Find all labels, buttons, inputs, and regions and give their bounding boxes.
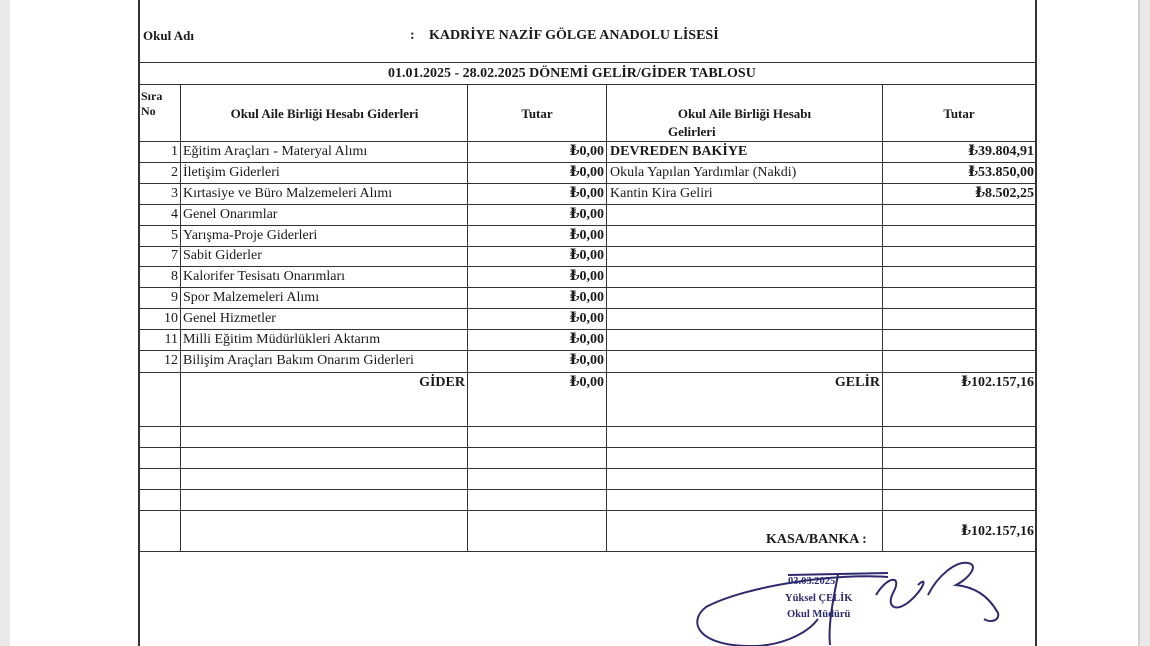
- row-amount: ₺0,00: [569, 248, 604, 263]
- income-expense-document: [138, 0, 1037, 646]
- expense-total-label: GİDER: [419, 375, 465, 390]
- school-label: Okul Adı: [143, 28, 194, 43]
- signature-date: 03.03.2025: [788, 576, 836, 587]
- header-income-line2: Gelirleri: [668, 124, 716, 139]
- rule-header-bottom: [138, 141, 1037, 142]
- row-no: 4: [171, 207, 178, 222]
- row-line: [138, 308, 1037, 309]
- row-expense: Bilişim Araçları Bakım Onarım Giderleri: [183, 353, 414, 368]
- row-expense: Genel Onarımlar: [183, 207, 278, 222]
- row-income: Okula Yapılan Yardımlar (Nakdi): [610, 165, 797, 180]
- row-income: Kantin Kira Geliri: [610, 186, 713, 201]
- row-amount: ₺0,00: [569, 290, 604, 305]
- row-amount: ₺0,00: [569, 207, 604, 222]
- row-expense: Kalorifer Tesisatı Onarımları: [183, 269, 346, 284]
- row-amount: ₺0,00: [569, 311, 604, 326]
- income-total-label: GELİR: [834, 375, 880, 390]
- col-line-3: [606, 85, 607, 552]
- row-line: [138, 468, 1037, 469]
- rule-school-bottom: [138, 62, 1037, 63]
- row-no: 7: [171, 248, 178, 263]
- row-line: [138, 329, 1037, 330]
- row-expense: Milli Eğitim Müdürlükleri Aktarım: [183, 332, 381, 347]
- row-line: [138, 372, 1037, 373]
- frame-right: [1035, 0, 1037, 646]
- row-line: [138, 350, 1037, 351]
- row-no: 11: [164, 332, 178, 347]
- rule-title-bottom: [138, 84, 1037, 85]
- row-no: 8: [171, 269, 178, 284]
- header-amount2: Tutar: [943, 106, 975, 121]
- row-line: [138, 225, 1037, 226]
- row-line: [138, 246, 1037, 247]
- row-expense: İletişim Giderleri: [183, 165, 280, 180]
- row-line: [138, 183, 1037, 184]
- cash-value: ₺102.157,16: [961, 524, 1034, 539]
- school-name: KADRİYE NAZİF GÖLGE ANADOLU LİSESİ: [429, 28, 719, 43]
- row-expense: Kırtasiye ve Büro Malzemeleri Alımı: [183, 186, 393, 201]
- row-line: [138, 162, 1037, 163]
- table-title: 01.01.2025 - 28.02.2025 DÖNEMİ GELİR/GİDER TABLOSU: [388, 66, 756, 81]
- row-line: [138, 447, 1037, 448]
- row-expense: Genel Hizmetler: [183, 311, 276, 326]
- row-no: 10: [164, 311, 178, 326]
- header-amount: Tutar: [521, 106, 553, 121]
- col-line-1: [180, 85, 181, 552]
- row-line: [138, 204, 1037, 205]
- row-amount: ₺0,00: [569, 353, 604, 368]
- row-income: DEVREDEN BAKİYE: [610, 144, 748, 159]
- page-edge-left: [0, 0, 10, 646]
- row-amount: ₺0,00: [569, 269, 604, 284]
- row-amount: ₺0,00: [569, 228, 604, 243]
- row-expense: Spor Malzemeleri Alımı: [183, 290, 320, 305]
- row-no: 9: [171, 290, 178, 305]
- row-income-amount: ₺39.804,91: [968, 144, 1034, 159]
- expense-total: ₺0,00: [569, 375, 604, 390]
- header-income-line1: Okul Aile Birliği Hesabı: [677, 106, 812, 121]
- row-no: 3: [171, 186, 178, 201]
- cash-label: KASA/BANKA :: [766, 532, 867, 547]
- row-income-amount: ₺53.850,00: [968, 165, 1034, 180]
- row-amount: ₺0,00: [569, 144, 604, 159]
- row-line: [138, 489, 1037, 490]
- signature-title: Okul Müdürü: [787, 609, 851, 620]
- header-no: Sıra No: [141, 89, 163, 118]
- row-line: [138, 426, 1037, 427]
- row-no: 12: [164, 353, 178, 368]
- row-no: 2: [171, 165, 178, 180]
- handwritten-signature: [688, 555, 1008, 646]
- row-amount: ₺0,00: [569, 165, 604, 180]
- row-line: [138, 551, 1037, 552]
- row-expense: Yarışma-Proje Giderleri: [183, 228, 318, 243]
- row-amount: ₺0,00: [569, 186, 604, 201]
- row-income-amount: ₺8.502,25: [975, 186, 1034, 201]
- income-total: ₺102.157,16: [961, 375, 1034, 390]
- row-expense: Sabit Giderler: [183, 248, 262, 263]
- row-line: [138, 266, 1037, 267]
- row-line: [138, 287, 1037, 288]
- row-no: 1: [171, 144, 178, 159]
- page-edge-right: [1140, 0, 1150, 646]
- signature-name: Yüksel ÇELİK: [785, 593, 853, 604]
- row-expense: Eğitim Araçları - Materyal Alımı: [183, 144, 368, 159]
- school-separator: :: [410, 28, 415, 43]
- row-line: [138, 510, 1037, 511]
- row-no: 5: [171, 228, 178, 243]
- header-expenses: Okul Aile Birliği Hesabı Giderleri: [230, 106, 419, 121]
- row-amount: ₺0,00: [569, 332, 604, 347]
